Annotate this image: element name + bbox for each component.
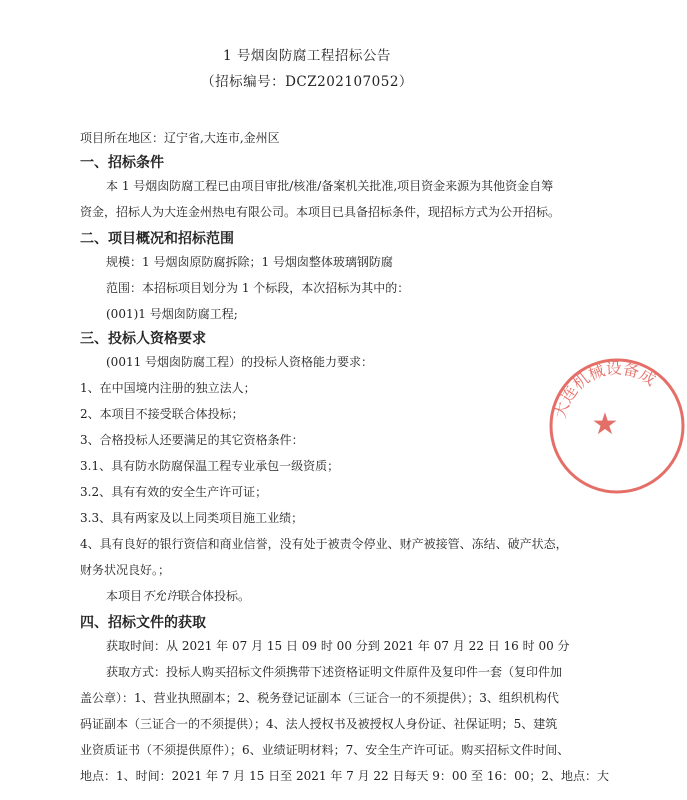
- doc-title: 1 号烟囱防腐工程招标公告: [223, 48, 391, 64]
- company-seal-stamp: [547, 356, 687, 496]
- paragraph-line: 获取方式：投标人购买招标文件须携带下述资格证明文件原件及复印件一套（复印件加: [106, 665, 563, 679]
- list-item: 3.1、具有防水防腐保温工程专业承包一级资质；: [80, 459, 340, 473]
- paragraph-line: 码证副本（三证合一的不须提供）；4、法人授权书及被授权人身份证、社保证明；5、建筑: [80, 717, 558, 731]
- list-item: 2、本项目不接受联合体投标；: [80, 407, 244, 421]
- emphasized-text: 不允许: [142, 589, 179, 603]
- list-item: 4、具有良好的银行资信和商业信誉，没有处于被责令停业、财产被接管、冻结、破产状态，: [80, 537, 568, 551]
- list-item: 3.2、具有有效的安全生产许可证；: [80, 485, 268, 499]
- seal-text: 大连机械设备成: [550, 358, 660, 421]
- paragraph-line: 范围：本招标项目划分为 1 个标段，本次招标为其中的：: [106, 281, 410, 295]
- paragraph-line: 财务状况良好。；: [80, 563, 171, 577]
- project-location: 项目所在地区：辽宁省,大连市,金州区: [80, 131, 280, 145]
- paragraph-line: [106, 588, 556, 604]
- section-3-heading: 三、投标人资格要求: [80, 331, 206, 347]
- section-2-heading: 二、项目概况和招标范围: [80, 231, 234, 247]
- paragraph-line: 盖公章）：1、营业执照副本；2、税务登记证副本（三证合一的不须提供）；3、组织机构代: [80, 691, 559, 705]
- list-item: 3.3、具有两家及以上同类项目施工业绩；: [80, 511, 304, 525]
- paragraph-line: 业资质证书（不须提供原件）；6、业绩证明材料；7、安全生产许可证。购买招标文件时间、: [80, 743, 570, 757]
- list-item: 1、在中国境内注册的独立法人；: [80, 381, 256, 395]
- paragraph-line: 本 1 号烟囱防腐工程已由项目审批/核准/备案机关批准,项目资金来源为其他资金自筹: [106, 179, 554, 193]
- paragraph-line: 地点：1、时间：2021 年 7 月 15 日至 2021 年 7 月 22 日每天 9：00 至 16：00；2、地点：大: [80, 769, 610, 783]
- text-run: 联合体投标。: [178, 589, 251, 603]
- paragraph-line: 资金，招标人为大连金州热电有限公司。本项目已具备招标条件，现招标方式为公开招标。: [80, 205, 561, 219]
- paragraph-line: 获取时间：从 2021 年 07 月 15 日 09 时 00 分到 2021 年 07 月 22 日 16 时 00 分: [106, 639, 570, 653]
- text-run: 本项目: [106, 589, 143, 603]
- paragraph-line: (0011 号烟囱防腐工程）的投标人资格能力要求：: [106, 355, 374, 369]
- doc-code: （招标编号：DCZ202107052）: [201, 74, 413, 90]
- section-1-heading: 一、招标条件: [80, 155, 164, 171]
- list-item: 3、合格投标人还要满足的其它资格条件：: [80, 433, 304, 447]
- section-4-heading: 四、招标文件的获取: [80, 615, 206, 631]
- paragraph-line: 规模：1 号烟囱原防腐拆除；1 号烟囱整体玻璃钢防腐: [106, 255, 393, 269]
- paragraph-line: (001)1 号烟囱防腐工程;: [106, 307, 238, 321]
- seal-star-icon: ★: [591, 407, 619, 442]
